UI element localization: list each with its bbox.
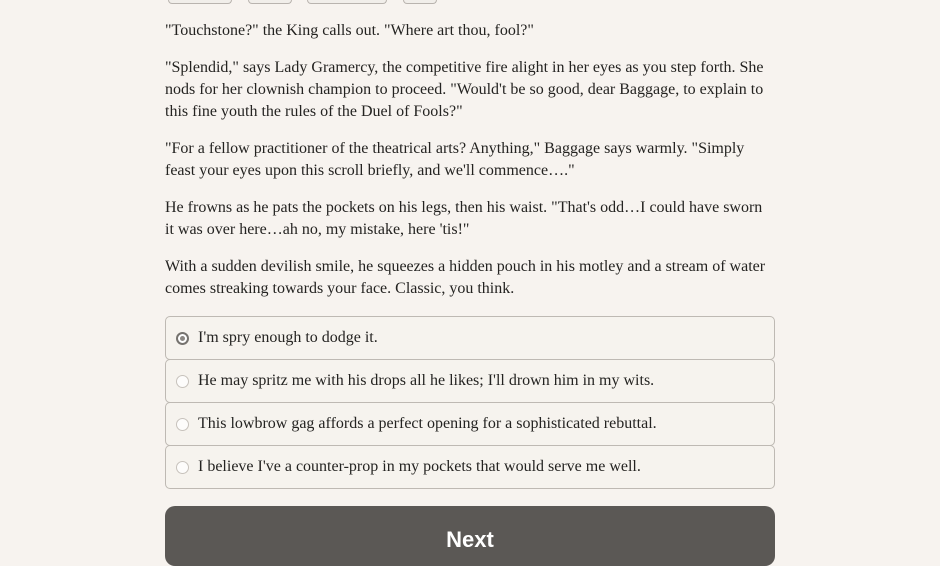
choice-option-label: He may spritz me with his drops all he likes; I'll drown him in my wits. bbox=[198, 372, 655, 389]
story-paragraph: With a sudden devilish smile, he squeezes a hidden pouch in his motley and a stream of water comes streaking towards your face. Classic, you think. bbox=[165, 258, 766, 297]
choice-option-label: I believe I've a counter-prop in my pockets that would serve me well. bbox=[198, 458, 641, 475]
choice-option-1[interactable] bbox=[165, 316, 775, 360]
choice-option-label: This lowbrow gag affords a perfect opening for a sophisticated rebuttal. bbox=[198, 415, 657, 432]
story-text bbox=[165, 20, 775, 300]
story-paragraph: "Splendid," says Lady Gramercy, the competitive fire alight in her eyes as you step forth. She nods for her clownish champion to proceed. "Would't be so good, dear Baggage, to explain to this fine youth the rules of the Duel of Fools?" bbox=[165, 59, 764, 120]
story-paragraph: "For a fellow practitioner of the theatrical arts? Anything," Baggage says warmly. "Simply feast your eyes upon this scroll briefly, and we'll commence…." bbox=[165, 140, 745, 179]
choice-option-4[interactable] bbox=[165, 445, 775, 489]
radio-button-icon[interactable] bbox=[176, 375, 189, 388]
choice-option-2[interactable] bbox=[165, 359, 775, 403]
story-paragraph: He frowns as he pats the pockets on his legs, then his waist. "That's odd…I could have sworn it was over here…ah no, my mistake, here 'tis!" bbox=[165, 199, 763, 238]
choice-option-3[interactable] bbox=[165, 402, 775, 446]
choice-group bbox=[165, 316, 775, 489]
next-button[interactable]: Next bbox=[165, 506, 775, 566]
radio-button-icon[interactable] bbox=[176, 461, 189, 474]
toolbar-button-3[interactable] bbox=[307, 0, 387, 4]
choice-option-label: I'm spry enough to dodge it. bbox=[198, 329, 378, 346]
toolbar-button-4[interactable] bbox=[403, 0, 437, 4]
toolbar-button-2[interactable] bbox=[248, 0, 292, 4]
radio-button-icon[interactable] bbox=[176, 332, 189, 345]
story-column bbox=[165, 0, 775, 566]
toolbar-button-1[interactable] bbox=[168, 0, 232, 4]
radio-button-icon[interactable] bbox=[176, 418, 189, 431]
story-paragraph: "Touchstone?" the King calls out. "Where art thou, fool?" bbox=[165, 22, 534, 39]
